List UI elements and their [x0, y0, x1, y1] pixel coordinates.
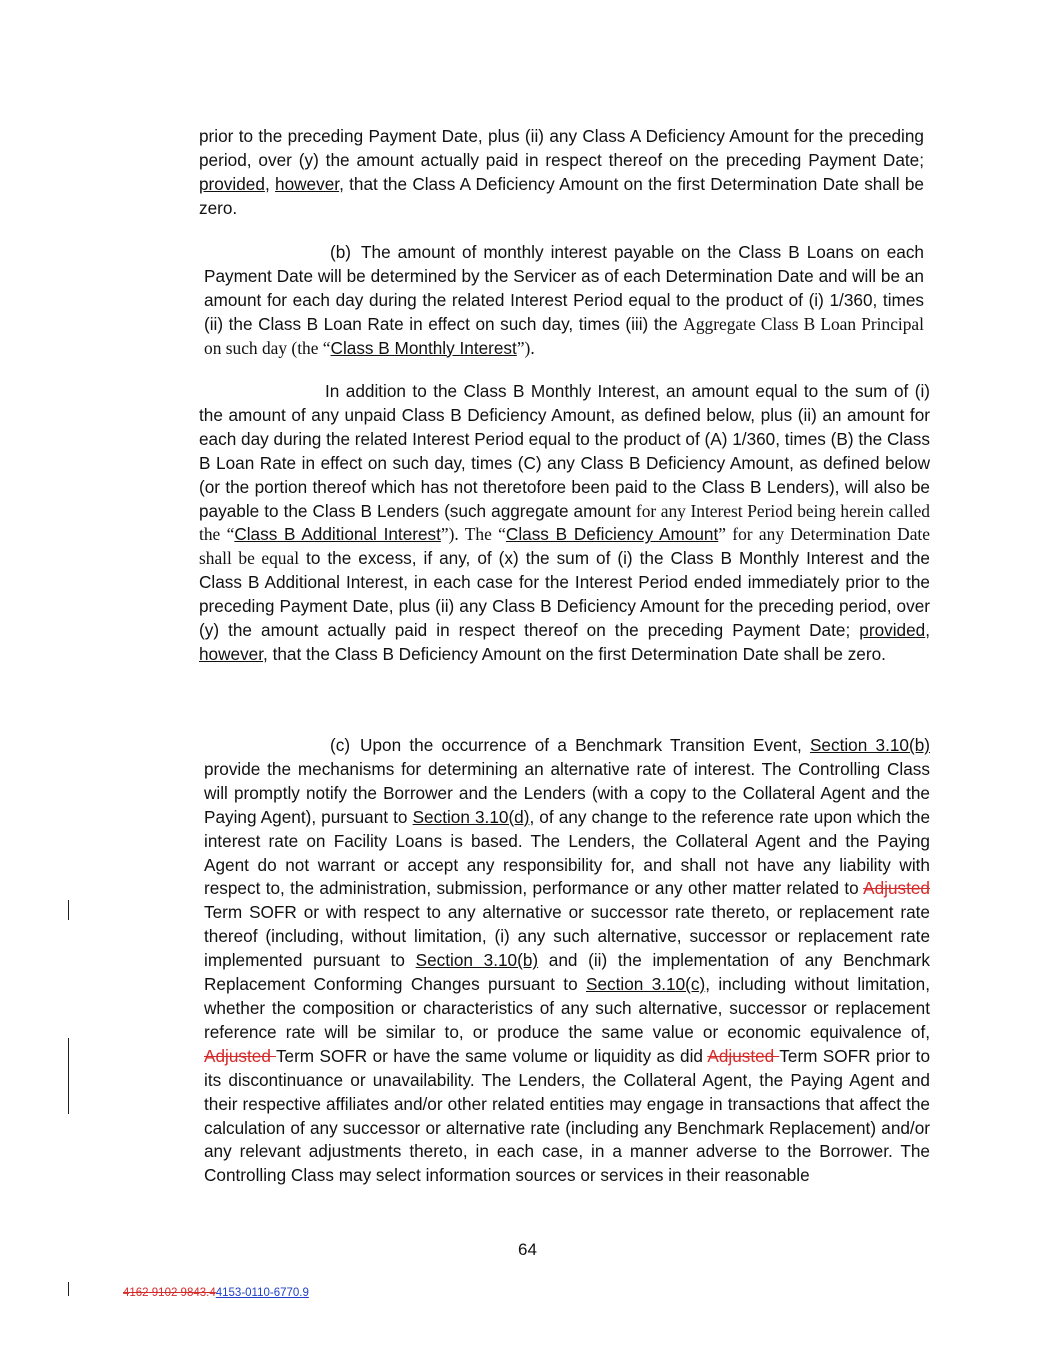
paragraph-additional-interest — [199, 380, 930, 667]
deleted-text: Adjusted — [707, 1045, 780, 1066]
paragraph-b — [204, 241, 924, 361]
deleted-document-id: 4162 9102 9843.4 — [123, 1287, 216, 1299]
body-text: Term SOFR prior to its discontinuance or unavailability. The Lenders, the Collateral Agent, the Paying Agent and their respective affiliates and/or other related entities may engage in transactions that affect the calculation of any successor or alternative rate (including any Benchmark Replacement) and/or any relevant adjustments thereto, in each case, in a manner adverse to the Borrower. The Controlling Class may select information sources or services in their reasonable — [204, 1045, 931, 1186]
body-text-serif: Aggregate Class B Loan Principal on such day (the “ — [204, 313, 924, 358]
change-bar — [68, 900, 69, 920]
section-reference: Section 3.10(b) — [809, 735, 930, 755]
defined-term-however: however — [199, 643, 264, 664]
section-reference: Section 3.10(c) — [586, 974, 706, 995]
body-text: Term SOFR or have the same volume or liquidity as did — [275, 1045, 708, 1066]
defined-term-class-b-additional-interest: Class B Additional Interest — [234, 524, 441, 545]
body-text-serif: for any Interest Period being herein called the “ — [199, 500, 930, 545]
paragraph-c — [204, 734, 930, 1188]
deleted-text: Adjusted — [204, 1045, 276, 1066]
separator-text: , — [264, 173, 276, 194]
change-bar — [68, 1038, 69, 1114]
body-text: prior to the preceding Payment Date, plus (ii) any Class A Deficiency Amount for the preceding period, over (y) the amount actually paid in respect thereof on the preceding Payment Date; — [199, 126, 924, 170]
body-text-serif: ”). — [516, 337, 535, 358]
body-text: The amount of monthly interest payable on the Class B Loans on each Payment Date will be determined by the Servicer as of each Determination Date and will be an amount for each day during the related Interest Period equal to the product of (i) 1/360, times (ii) the Class B Loan Rate in effect on such day, times (iii) the — [204, 242, 924, 334]
deleted-text: Adjusted — [863, 878, 930, 899]
body-text-serif: ”). The “ — [440, 524, 506, 545]
body-text: provide the mechanisms for determining an alternative rate of interest. The Controlling Class will promptly notify the Borrower and the Lenders (with a copy to the Collateral Agent and the Paying Agent), pursuant to — [204, 758, 930, 827]
body-text: , including without limitation, whether the composition or characteristics of any such alternative, successor or replacement reference rate will be similar to, or produce the same value or economic equivalence of, — [204, 974, 930, 1042]
defined-term-class-b-deficiency-amount: Class B Deficiency Amount — [505, 524, 719, 545]
section-reference: Section 3.10(d) — [412, 806, 530, 827]
body-text: Upon the occurrence of a Benchmark Transition Event, — [360, 735, 810, 755]
body-text: , of any change to the reference rate upon which the interest rate on Facility Loans is based. The Lenders, the Collateral Agent and the Paying Agent do not warrant or accept any responsibility for, and shall not have any liability with respect to, the administration, submission, performance or any other matter related to — [204, 806, 931, 899]
body-text: , that the Class A Deficiency Amount on the first Determination Date shall be zero. — [199, 173, 924, 218]
section-label: (c) — [330, 735, 351, 755]
section-label: (b) — [330, 242, 352, 262]
document-id — [123, 1287, 309, 1299]
section-reference: Section 3.10(b) — [415, 950, 539, 971]
body-text: to the excess, if any, of (x) the sum of (i) the Class B Monthly Interest and the Class B Additional Interest, in each case for the Interest Period ended immediately prior to the preceding Payment Date, plus (ii) any Class B Deficiency Amount for the preceding period, over (y) the amount actually paid in respect thereof on the preceding Payment Date; — [199, 548, 930, 641]
defined-term-provided: provided — [199, 173, 265, 194]
body-text-serif: ” for any Determination Date shall be equal — [199, 524, 930, 569]
paragraph-a-continuation — [199, 125, 924, 221]
defined-term-class-b-monthly-interest: Class B Monthly Interest — [330, 337, 517, 358]
change-bar — [68, 1282, 69, 1296]
defined-term-provided: provided — [859, 620, 926, 641]
page-number: 64 — [518, 1240, 537, 1259]
body-text: and (ii) the implementation of any Benchmark Replacement Conforming Changes pursuant to — [204, 950, 931, 995]
body-text: Term SOFR or with respect to any alternative or successor rate thereto, or replacement rate thereof (including, without limitation, (i) any such alternative, successor or replacement rate implemented pursuant to — [204, 902, 930, 971]
body-text: , that the Class B Deficiency Amount on the first Determination Date shall be zero. — [263, 643, 886, 664]
inserted-document-id: 4153-0110-6770.9 — [215, 1287, 309, 1299]
separator-text: , — [925, 620, 930, 641]
body-text: In addition to the Class B Monthly Interest, an amount equal to the sum of (i) the amount of any unpaid Class B Deficiency Amount, as defined below, plus (ii) an amount for each day during the related Interest Period equal to the product of (A) 1/360, times (B) the Class B Loan Rate in effect on such day, times (C) any Class B Deficiency Amount, as defined below (or the portion thereof which has not theretofore been paid to the Class B Lenders), will also be payable to the Class B Lenders (such aggregate amount — [199, 381, 930, 521]
defined-term-however: however — [275, 173, 340, 194]
